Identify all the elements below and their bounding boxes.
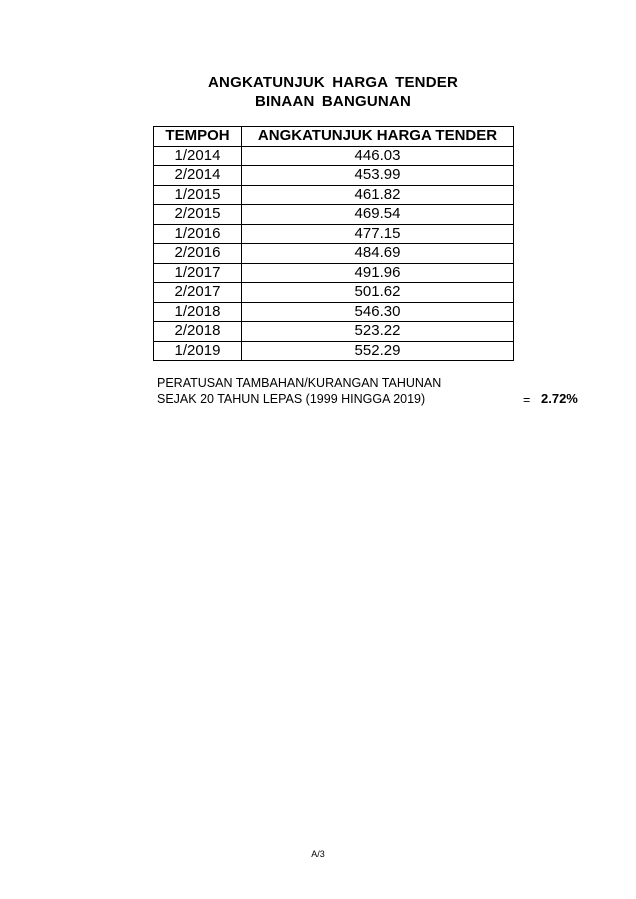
- annual-change-note-line1: PERATUSAN TAMBAHAN/KURANGAN TAHUNAN: [157, 376, 442, 390]
- period-cell: 2/2018: [154, 322, 242, 342]
- period-cell: 1/2019: [154, 341, 242, 361]
- page-number: A/3: [311, 849, 325, 859]
- period-cell: 2/2014: [154, 166, 242, 186]
- table-row: [154, 185, 514, 205]
- table-header-row: [154, 127, 514, 147]
- index-value-cell: 477.15: [242, 224, 514, 244]
- period-cell: 2/2017: [154, 283, 242, 303]
- table-row: [154, 341, 514, 361]
- index-value-cell: 546.30: [242, 302, 514, 322]
- table-row: [154, 146, 514, 166]
- index-value-cell: 501.62: [242, 283, 514, 303]
- period-column-header: TEMPOH: [154, 127, 242, 147]
- index-value-cell: 523.22: [242, 322, 514, 342]
- document-title-line1: ANGKATUNJUK HARGA TENDER: [208, 74, 458, 91]
- index-column-header: ANGKATUNJUK HARGA TENDER: [242, 127, 514, 147]
- period-cell: 1/2018: [154, 302, 242, 322]
- annual-change-note-line2: SEJAK 20 TAHUN LEPAS (1999 HINGGA 2019): [157, 392, 426, 406]
- table-row: [154, 302, 514, 322]
- index-value-cell: 446.03: [242, 146, 514, 166]
- index-value-cell: 552.29: [242, 341, 514, 361]
- period-cell: 2/2016: [154, 244, 242, 264]
- index-value-cell: 453.99: [242, 166, 514, 186]
- table-row: [154, 166, 514, 186]
- period-cell: 1/2015: [154, 185, 242, 205]
- index-value-cell: 469.54: [242, 205, 514, 225]
- period-cell: 1/2017: [154, 263, 242, 283]
- table-row: [154, 322, 514, 342]
- table-row: [154, 205, 514, 225]
- table-row: [154, 244, 514, 264]
- table-row: [154, 263, 514, 283]
- annual-change-percentage: 2.72%: [541, 391, 578, 406]
- index-value-cell: 461.82: [242, 185, 514, 205]
- table-row: [154, 224, 514, 244]
- index-value-cell: 484.69: [242, 244, 514, 264]
- index-value-cell: 491.96: [242, 263, 514, 283]
- table-row: [154, 283, 514, 303]
- equals-sign: =: [523, 393, 531, 407]
- tender-price-index-table: [153, 126, 514, 361]
- period-cell: 2/2015: [154, 205, 242, 225]
- period-cell: 1/2014: [154, 146, 242, 166]
- period-cell: 1/2016: [154, 224, 242, 244]
- document-title-line2: BINAAN BANGUNAN: [255, 93, 411, 110]
